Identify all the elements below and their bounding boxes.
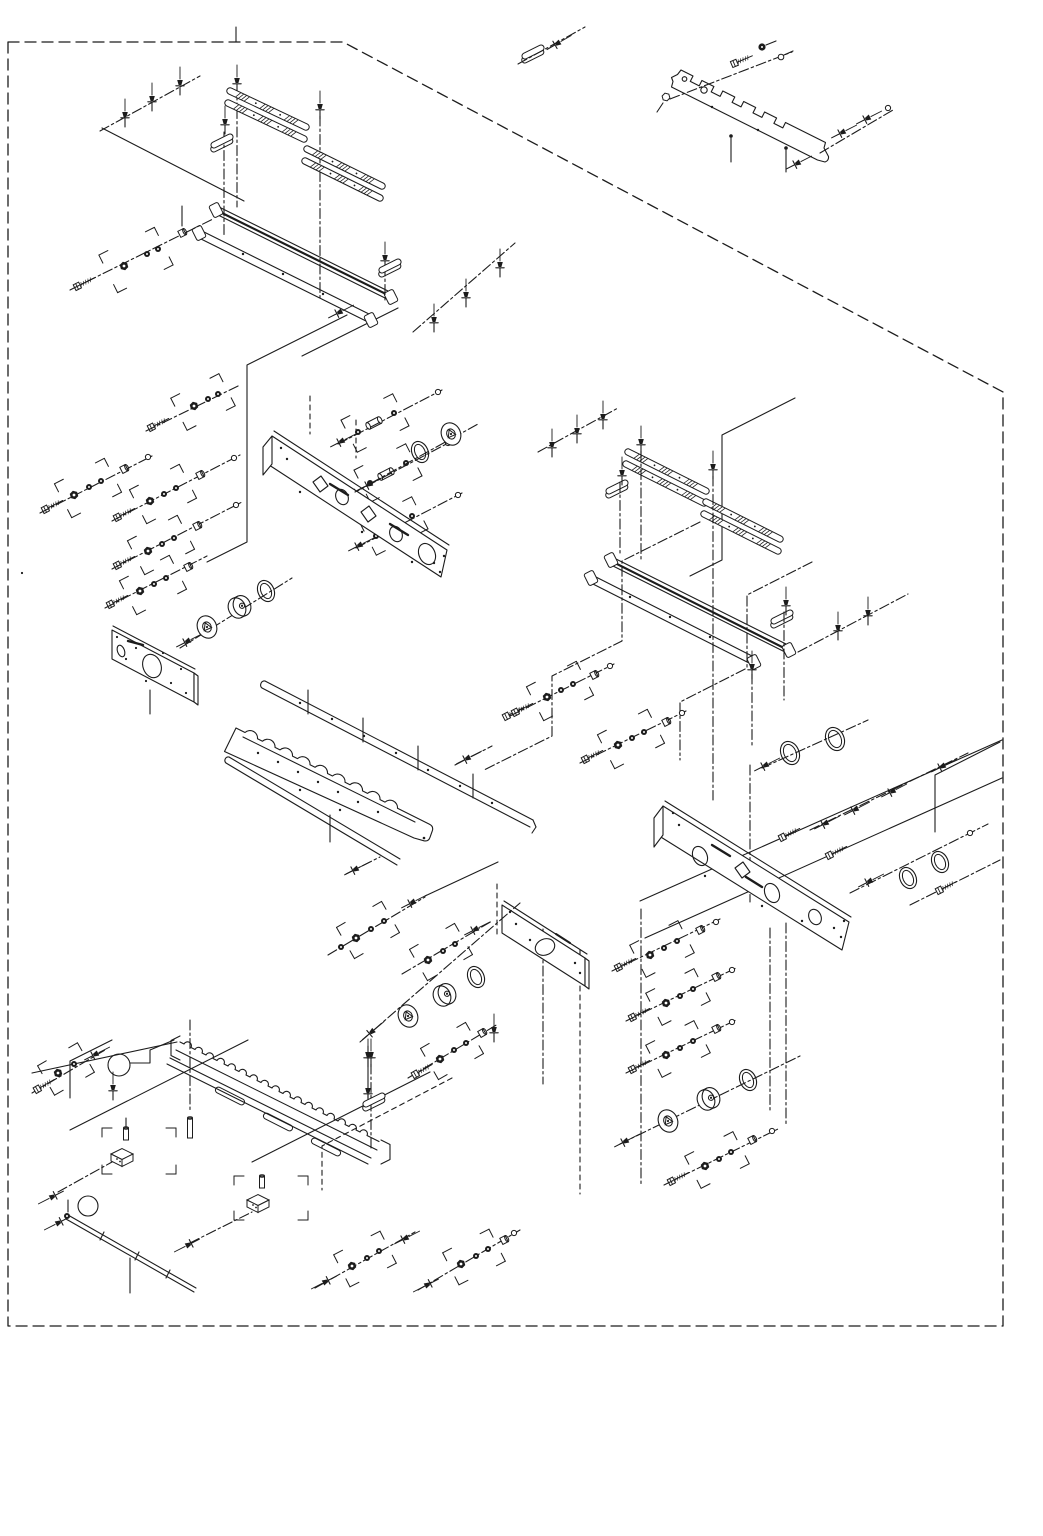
edge-line (32, 1042, 177, 1073)
mounting-clip (208, 133, 236, 153)
spacer-collar (712, 1024, 722, 1034)
washer-open (778, 54, 784, 60)
washer (173, 485, 179, 491)
retaining-ring (408, 439, 432, 466)
screw (393, 1227, 422, 1247)
washer (677, 1045, 683, 1051)
hex-nut (144, 547, 153, 556)
retaining-ring (254, 578, 278, 605)
washer (629, 735, 635, 741)
edge-line (222, 213, 390, 296)
washer (163, 575, 169, 581)
hole-dot (704, 875, 706, 877)
hole-dot (433, 562, 435, 564)
retaining-ring (928, 849, 952, 876)
center-line (40, 456, 152, 513)
hex-nut-open (662, 93, 670, 101)
mounting-clip (360, 1092, 388, 1112)
hole-dot (185, 692, 187, 694)
mounting-clip (376, 258, 404, 278)
hole-dot (331, 718, 333, 720)
screw (857, 870, 886, 890)
center-line (798, 594, 908, 652)
hex-nut (436, 1055, 445, 1064)
slot-cutout (214, 1086, 245, 1106)
hole-dot (574, 962, 576, 964)
polyline (194, 673, 198, 705)
hole-dot (280, 447, 282, 449)
washer (376, 1248, 382, 1254)
hex-nut (701, 1162, 710, 1171)
screw (455, 747, 484, 767)
washer (171, 535, 177, 541)
washer (338, 944, 344, 950)
assembly-bracket-marks (38, 1043, 95, 1095)
hole-dot (337, 791, 339, 793)
hole-dot (242, 253, 244, 255)
hole-dot (125, 658, 127, 660)
washer (677, 993, 683, 999)
washer (159, 541, 165, 547)
washer-open (729, 1019, 734, 1024)
outline-path (171, 1036, 180, 1060)
screw (637, 426, 645, 454)
retaining-ring (464, 964, 488, 991)
edge-line (302, 308, 398, 356)
screw (709, 451, 717, 479)
washer (473, 1253, 479, 1259)
hex-nut (614, 741, 623, 750)
hole-dot (145, 680, 147, 682)
washer-open (679, 710, 684, 715)
retaining-ring (777, 738, 803, 767)
rail-end-cap (584, 570, 599, 586)
center-line (664, 1128, 780, 1185)
bolt (628, 1058, 651, 1074)
screw (347, 534, 376, 554)
polyline (322, 1078, 452, 1190)
edge-line (200, 230, 373, 316)
rail-end-cap (192, 225, 207, 241)
screw (316, 91, 324, 119)
washer (758, 43, 765, 50)
bolt (667, 1170, 690, 1186)
center-line (338, 390, 442, 444)
rail-edge (219, 207, 392, 293)
polyline (484, 522, 700, 770)
spacer-collar (712, 972, 722, 982)
edge-line (425, 862, 498, 896)
bolt (778, 826, 801, 842)
front-plate (112, 630, 194, 702)
hole-dot (529, 939, 531, 941)
hex-nut (543, 693, 552, 702)
cable-loop (108, 1054, 130, 1076)
washer (409, 513, 415, 519)
washer (381, 918, 387, 924)
hole-dot (317, 781, 319, 783)
hole-dot (629, 596, 631, 598)
mounting-clip (603, 479, 631, 499)
washer-open (713, 919, 718, 924)
screw (753, 754, 782, 774)
bolt (628, 1006, 651, 1022)
hex-nut (662, 1051, 671, 1060)
hole-dot (757, 129, 759, 131)
slot-cutout (310, 1137, 341, 1157)
washer (451, 1047, 457, 1053)
hole-dot (361, 531, 363, 533)
hole-dot (116, 636, 118, 638)
hole-dot (843, 920, 845, 922)
slot-cutout (262, 1112, 293, 1132)
notched-bracket-strip (672, 70, 829, 162)
screw (233, 65, 241, 93)
outline-path (381, 1140, 390, 1164)
washer-open (511, 1230, 516, 1235)
hole-dot (833, 927, 835, 929)
screw (357, 473, 386, 493)
assembly-bracket-marks (234, 1176, 308, 1220)
hole-dot (297, 771, 299, 773)
hole-dot (411, 561, 413, 563)
polyline (654, 806, 663, 847)
washer-open (607, 663, 612, 668)
hole-dot (761, 905, 763, 907)
washer-open (729, 967, 734, 972)
hole-dot (672, 812, 674, 814)
washer (391, 410, 397, 416)
bolt (614, 956, 637, 972)
hex-nut (136, 587, 145, 596)
edge-line (176, 1050, 377, 1150)
washer (570, 681, 576, 687)
hole-dot (439, 571, 441, 573)
hole-dot (784, 146, 788, 150)
hex-nut (190, 402, 199, 411)
screw (148, 83, 156, 111)
guide-pin (124, 1127, 129, 1140)
edge-line (216, 214, 389, 300)
screw (221, 106, 229, 134)
washer (728, 1149, 734, 1155)
hole-dot (277, 761, 279, 763)
bolt (73, 275, 96, 291)
washer-open (885, 105, 890, 110)
rail-end-cap (384, 289, 399, 305)
edge-line (170, 1058, 371, 1158)
hole-dot (459, 785, 461, 787)
hole-dot (162, 652, 164, 654)
washer (485, 1246, 491, 1252)
washer (98, 478, 104, 484)
hole-dot (443, 555, 445, 557)
screw (121, 99, 129, 127)
center-line (455, 746, 492, 765)
screw (343, 858, 372, 878)
edge-line (657, 103, 663, 112)
hole-dot (299, 702, 301, 704)
washer (716, 1156, 722, 1162)
washer (368, 926, 374, 932)
edge-line (784, 51, 793, 55)
hole-dot (257, 752, 259, 754)
washer (641, 729, 647, 735)
polyline (207, 315, 347, 562)
washer-open (769, 1128, 774, 1133)
hex-nut (70, 491, 79, 500)
tension-rod (68, 1215, 196, 1288)
hole-dot (729, 134, 733, 138)
spacer-collar (478, 1028, 488, 1038)
screw (613, 1130, 642, 1150)
hole-dot (491, 802, 493, 804)
edge-line (243, 737, 415, 822)
adjuster-block (111, 1149, 133, 1167)
center-line (112, 502, 242, 569)
rail-end-cap (604, 552, 619, 568)
edge-line (609, 564, 787, 653)
edge-line (265, 681, 533, 820)
washer-open (233, 502, 238, 507)
screw (329, 430, 358, 450)
edge-line (533, 820, 536, 827)
bolt (935, 879, 958, 895)
hole-dot (579, 972, 581, 974)
hole-dot (322, 293, 324, 295)
hole-dot (286, 458, 288, 460)
screw (360, 1018, 387, 1042)
hole-dot (711, 106, 713, 108)
circle-part (78, 1196, 98, 1216)
center-line (190, 1212, 252, 1243)
hole-dot (709, 636, 711, 638)
center-line (518, 27, 585, 64)
hole-dot (180, 668, 182, 670)
mounting-plate-right (656, 806, 849, 950)
hole-dot (515, 923, 517, 925)
screw (176, 67, 184, 95)
spacer-collar (500, 1235, 510, 1245)
spacer-cylinder (365, 416, 383, 430)
rail-end-cap (209, 202, 224, 218)
hole-dot (678, 824, 680, 826)
hex-nut (348, 1262, 357, 1271)
spacer-collar (196, 470, 206, 480)
screw (173, 1235, 202, 1255)
center-line (100, 76, 200, 131)
hole-dot (357, 801, 359, 803)
washer (215, 391, 221, 397)
screw (864, 597, 872, 625)
hex-nut (662, 999, 671, 1008)
washer (452, 941, 458, 947)
rail-end-cap (364, 312, 379, 328)
flanged-disc (655, 1107, 682, 1136)
washer (558, 687, 564, 693)
washer (440, 948, 446, 954)
hole-dot (21, 572, 23, 574)
adjuster-block (247, 1195, 269, 1213)
screw (545, 32, 573, 53)
screw (430, 304, 438, 332)
hole-dot (427, 769, 429, 771)
edge-line (252, 1072, 430, 1162)
hole-dot (282, 273, 284, 275)
polyline (263, 436, 272, 475)
washer (463, 1040, 469, 1046)
washer (71, 1061, 77, 1067)
roller-pulley (694, 1085, 723, 1113)
washer-open (967, 830, 972, 835)
polyline (585, 958, 589, 989)
hex-nut (352, 934, 361, 943)
guide-pin (260, 1175, 265, 1188)
guide-pin (188, 1117, 193, 1138)
mounting-clip (768, 609, 796, 629)
retaining-ring (736, 1067, 760, 1094)
washer (144, 251, 150, 257)
assembly-bracket-marks (171, 374, 235, 431)
hole-dot (299, 491, 301, 493)
washer (661, 945, 667, 951)
washer (155, 246, 161, 252)
assembly-bracket-marks (336, 901, 399, 958)
hex-nut (646, 951, 655, 960)
washer (690, 1038, 696, 1044)
bolt (730, 53, 753, 68)
assembly-bracket-marks (99, 227, 173, 292)
washer-open (435, 389, 440, 394)
hole-dot (423, 837, 426, 840)
screw (310, 1272, 339, 1292)
edge-line (615, 563, 788, 650)
center-line (346, 857, 380, 874)
hole-dot (299, 789, 301, 791)
outline-path (261, 681, 265, 688)
hole-dot (840, 936, 842, 938)
washer (151, 581, 157, 587)
hole-dot (170, 682, 172, 684)
washer (161, 491, 167, 497)
center-line (820, 110, 893, 153)
hole-dot (801, 920, 803, 922)
edge-line (167, 1064, 368, 1164)
washer (674, 938, 680, 944)
roller-pulley (430, 981, 459, 1009)
washer (86, 484, 92, 490)
hole-dot (669, 616, 671, 618)
polyline (130, 1040, 174, 1063)
hole-dot (395, 752, 397, 754)
edge-line (665, 801, 851, 917)
hex-nut (424, 956, 433, 965)
hole-dot (377, 811, 379, 813)
washer-open (455, 492, 460, 497)
screw (412, 1275, 441, 1295)
assembly-bracket-marks (102, 1128, 176, 1174)
spacer-collar (193, 521, 203, 531)
hole-dot (135, 647, 137, 649)
flanged-disc (395, 1002, 422, 1031)
screw (573, 415, 581, 443)
screw (834, 612, 842, 640)
washer (205, 396, 211, 402)
hex-nut (146, 497, 155, 506)
washer-open (231, 455, 236, 460)
edge-line (532, 827, 536, 833)
assembly-bracket-marks (341, 394, 409, 452)
screw (109, 1072, 117, 1100)
hex-nut (457, 1260, 466, 1269)
boundary-outline (8, 42, 1003, 1326)
washer-open (145, 454, 150, 459)
bolt (825, 844, 848, 860)
center-line (58, 1162, 112, 1192)
washer (364, 1255, 370, 1261)
hex-nut (120, 262, 129, 271)
center-line (70, 219, 213, 290)
rail-end-cap (747, 654, 762, 670)
edge-line (766, 41, 776, 45)
center-line (762, 720, 868, 768)
washer (690, 986, 696, 992)
hole-dot (339, 809, 341, 811)
outline-path (225, 757, 229, 763)
screw (400, 891, 429, 911)
